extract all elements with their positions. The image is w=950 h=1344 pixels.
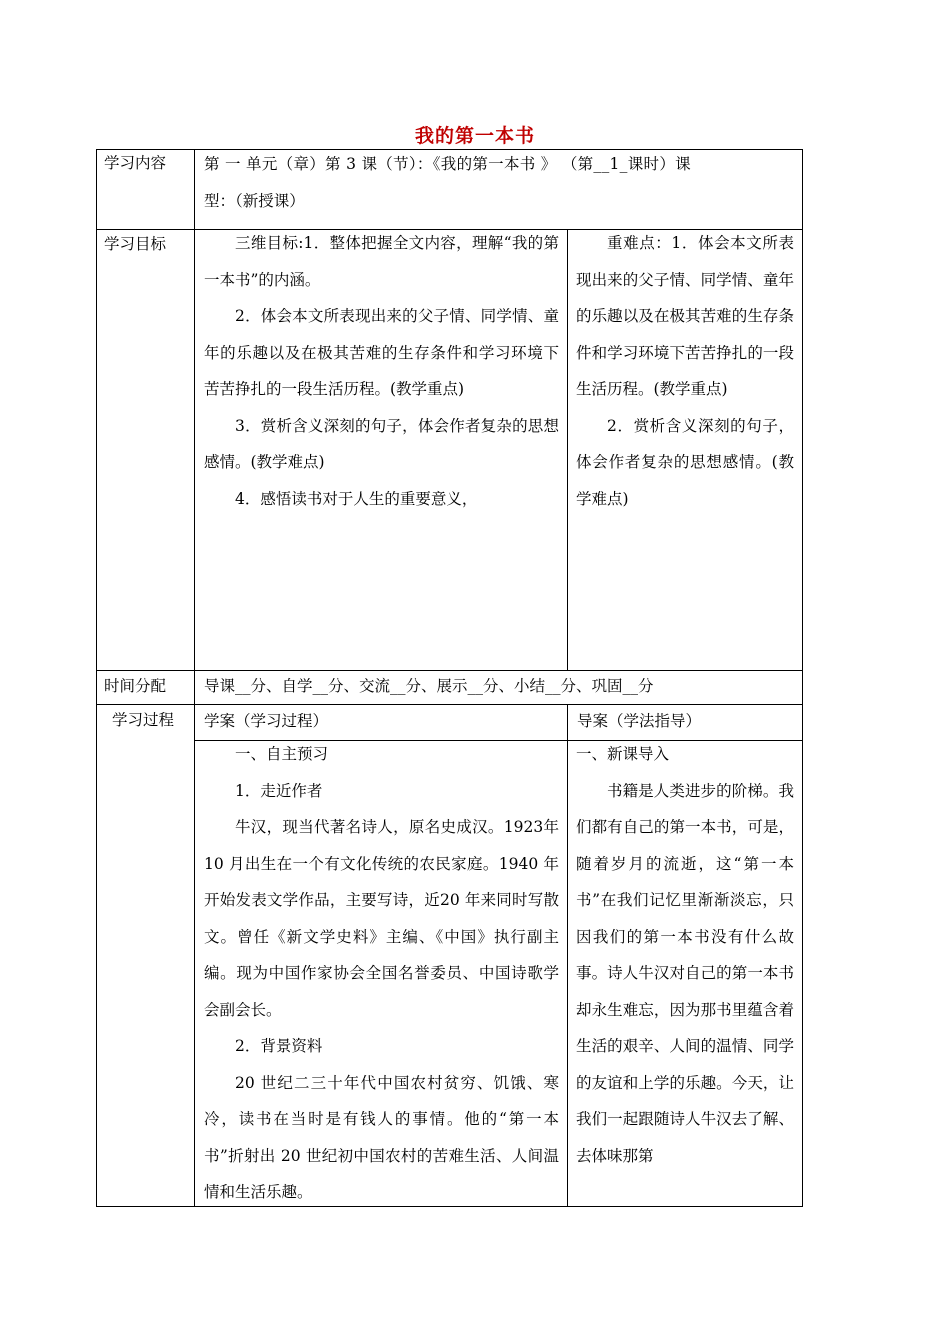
label-time: 时间分配 — [104, 677, 167, 695]
process-item: 一、自主预习 — [235, 745, 329, 763]
process-right-cell — [576, 736, 794, 1174]
process-item: 牛汉，现当代著名诗人，原名史成汉。1923年 10 月出生在一个有文化传统的农民家庭。1940 年开始发表文学作品，主要写诗，近20 年来同时写散文。曾任《新文学史料》主编、《中国》执行副主编。现为中国作家协会全国名誉委员、中国诗歌学会副会长。 — [204, 818, 559, 1019]
process-item: 1．走近作者 — [235, 781, 323, 800]
key-point-item: 2．赏析含义深刻的句子，体会作者复杂的思想感情。(教学难点) — [576, 416, 794, 508]
key-point-item: 重难点：1．体会本文所表现出来的父子情、同学情、童年的乐趣以及在极其苦难的生存条件和学习环境下苦苦挣扎的一段生活历程。(教学重点) — [576, 234, 794, 398]
label-content: 学习内容 — [104, 154, 167, 172]
goal-item: 三维目标:1．整体把握全文内容，理解“我的第一本书”的内涵。 — [204, 234, 559, 289]
document-title: 我的第一本书 — [414, 125, 535, 147]
label-goals: 学习目标 — [104, 235, 167, 253]
process-left-cell — [204, 736, 559, 1211]
guide-item: 书籍是人类进步的阶梯。我们都有自己的第一本书，可是，随着岁月的流逝，这“第一本书”在我们记忆里渐渐淡忘，只因我们的第一本书没有什么故事。诗人牛汉对自己的第一本书却永生难忘，因为那书里蕴含着生活的艰辛、人间的温情、同学的友谊和上学的乐趣。今天，让我们一起跟随诗人牛汉去了解、去体味那第 — [576, 781, 794, 1165]
content-cell — [204, 146, 796, 219]
goals-right-cell — [576, 225, 794, 517]
content-line-2: 型：（新授课） — [204, 191, 305, 210]
process-right-header: 导案（学法指导） — [577, 712, 702, 730]
goal-item: 4．感悟读书对于人生的重要意义， — [235, 489, 478, 508]
process-left-header: 学案（学习过程） — [204, 712, 329, 730]
process-item: 20 世纪二三十年代中国农村贫穷、饥饿、寒冷，读书在当时是有钱人的事情。他的“第一本书”折射出 20 世纪初中国农村的苦难生活、人间温情和生活乐趣。 — [204, 1073, 559, 1201]
time-allocation: 导课__分、自学__分、交流__分、展示__分、小结__分、巩固__分 — [204, 677, 654, 695]
guide-item: 一、新课导入 — [576, 745, 670, 763]
goal-item: 2．体会本文所表现出来的父子情、同学情、童年的乐趣以及在极其苦难的生存条件和学习环境下苦苦挣扎的一段生活历程。(教学重点) — [204, 307, 559, 398]
label-process: 学习过程 — [112, 711, 175, 729]
goal-item: 3．赏析含义深刻的句子，体会作者复杂的思想感情。(教学难点) — [204, 416, 559, 471]
process-item: 2．背景资料 — [235, 1037, 323, 1055]
goals-left-cell — [204, 225, 559, 517]
content-line-1: 第 一 单元（章）第 3 课（节）：《我的第一本书 》 （第__1_课时）课 — [204, 155, 691, 173]
